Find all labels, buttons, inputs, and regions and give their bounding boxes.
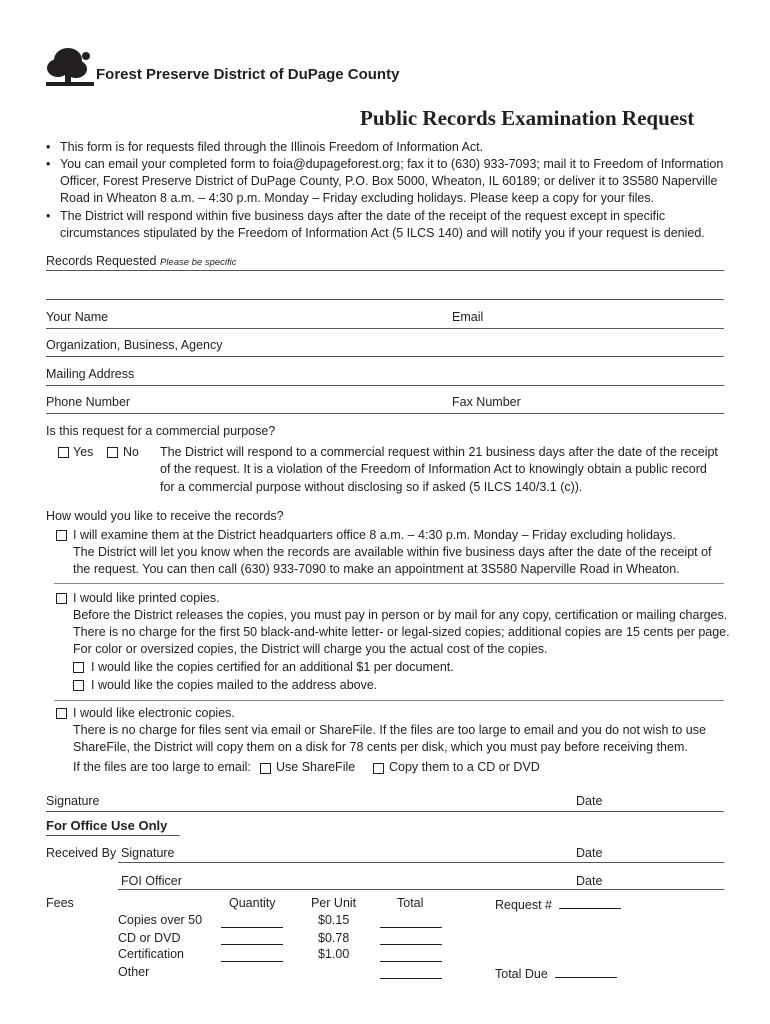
- commercial-note-line: of the request. It is a violation of the Freedom of Information Act to knowingly obtain a public record: [160, 462, 707, 476]
- mailing-address-label: Mailing Address: [46, 367, 135, 381]
- fax-field[interactable]: [446, 413, 724, 414]
- records-requested-field-line-2[interactable]: [46, 299, 724, 300]
- commercial-note-line: The District will respond to a commercial request within 21 business days after the date of the receipt: [160, 445, 718, 459]
- email-field[interactable]: [446, 328, 724, 329]
- certified-label: I would like the copies certified for an additional $1 per document.: [91, 660, 454, 674]
- foi-officer-label: FOI Officer: [121, 874, 182, 888]
- quantity-field[interactable]: [221, 932, 283, 945]
- email-label: Email: [452, 310, 484, 324]
- form-title: Public Records Examination Request: [360, 106, 695, 130]
- fee-row-label: Copies over 50: [118, 913, 203, 927]
- commercial-yes-checkbox[interactable]: [58, 447, 69, 458]
- mailed-label: I would like the copies mailed to the address above.: [91, 678, 378, 692]
- copy-cd-label: Copy them to a CD or DVD: [389, 760, 540, 774]
- signature-field[interactable]: [46, 811, 724, 812]
- certified-checkbox[interactable]: [73, 662, 84, 673]
- records-hint: Please be specific: [159, 257, 237, 268]
- office-use-heading: For Office Use Only: [46, 818, 168, 833]
- intro-line: You can email your completed form to foia@dupageforest.org; fax it to (630) 933-7093; mail it to Freedom of Information: [60, 157, 724, 171]
- fees-label: Fees: [46, 896, 74, 910]
- bullet-icon: •: [46, 157, 51, 171]
- use-sharefile-label: Use ShareFile: [276, 760, 356, 774]
- examine-line: the request. You can then call (630) 933-7090 to make an appointment at 3S580 Naperville Road in Wheaton.: [73, 562, 680, 576]
- fee-row-label: CD or DVD: [118, 931, 181, 945]
- your-name-label: Your Name: [46, 310, 109, 324]
- your-name-field[interactable]: [46, 328, 446, 329]
- electronic-line: I would like electronic copies.: [73, 706, 235, 720]
- examine-line: I will examine them at the District headquarters office 8 a.m. – 4:30 p.m. Monday – Friday excluding holidays.: [73, 528, 676, 542]
- phone-label: Phone Number: [46, 395, 131, 409]
- organization-field[interactable]: [46, 356, 724, 357]
- unit-price: $0.78: [318, 931, 350, 945]
- request-number-field[interactable]: [559, 896, 621, 909]
- tree-logo-icon: [44, 44, 96, 90]
- date-label: Date: [576, 794, 603, 808]
- section-divider: [54, 583, 724, 584]
- electronic-copies-checkbox[interactable]: [56, 708, 67, 719]
- intro-line: The District will respond within five business days after the date of the receipt of the request except in specific: [60, 209, 666, 223]
- intro-line: Road in Wheaton 8 a.m. – 4:30 p.m. Monday – Friday excluding holidays. Please keep a copy for your files.: [60, 191, 655, 205]
- office-date-label: Date: [576, 846, 603, 860]
- mailed-checkbox[interactable]: [73, 680, 84, 691]
- examine-checkbox[interactable]: [56, 530, 67, 541]
- printed-line: Before the District releases the copies, you must pay in person or by mail for any copy, certification or mailing charges.: [73, 608, 728, 622]
- commercial-question: Is this request for a commercial purpose?: [46, 424, 276, 438]
- unit-price: $0.15: [318, 913, 350, 927]
- intro-line: Officer, Forest Preserve District of DuPage County, P.O. Box 5000, Wheaton, IL 60189; or deliver it to 3S580 Naperville: [60, 174, 718, 188]
- intro-line: This form is for requests filed through the Illinois Freedom of Information Act.: [60, 140, 484, 154]
- quantity-header: Quantity: [229, 896, 276, 910]
- fee-row-label: Certification: [118, 947, 184, 961]
- commercial-note-line: for a commercial purpose without disclosing so if asked (5 ILCS 140/3.1 (c)).: [160, 480, 583, 494]
- foi-date-label: Date: [576, 874, 603, 888]
- fee-row-label: Other: [118, 965, 150, 979]
- total-field[interactable]: [380, 932, 442, 945]
- received-by-label: Received By: [46, 846, 117, 860]
- total-field[interactable]: [380, 915, 442, 928]
- receive-question: How would you like to receive the records?: [46, 509, 284, 523]
- fax-label: Fax Number: [452, 395, 521, 409]
- total-field[interactable]: [380, 966, 442, 979]
- office-heading-underline: [46, 835, 180, 836]
- request-number-label: Request #: [495, 896, 621, 912]
- phone-field[interactable]: [46, 413, 446, 414]
- commercial-yes-label: Yes: [73, 445, 94, 459]
- total-field[interactable]: [380, 949, 442, 962]
- commercial-no-label: No: [123, 445, 139, 459]
- mailing-address-field[interactable]: [46, 385, 724, 386]
- printed-copies-checkbox[interactable]: [56, 593, 67, 604]
- intro-line: circumstances stipulated by the Freedom of Information Act (5 ILCS 140) and will notify you if your request is denied.: [60, 226, 705, 240]
- printed-line: I would like printed copies.: [73, 591, 220, 605]
- total-due-field[interactable]: [555, 965, 617, 978]
- copy-cd-checkbox[interactable]: [373, 763, 384, 774]
- bullet-icon: •: [46, 140, 51, 154]
- too-large-label: If the files are too large to email:: [73, 760, 251, 774]
- quantity-field[interactable]: [221, 915, 283, 928]
- electronic-line: ShareFile, the District will copy them on a disk for 78 cents per disk, which you must pay before receiving them.: [73, 740, 688, 754]
- examine-line: The District will let you know when the records are available within five business days after the date of the receipt of: [73, 545, 712, 559]
- printed-line: There is no charge for the first 50 black-and-white letter- or legal-sized copies; additional copies are 15 cents per page.: [73, 625, 730, 639]
- received-by-field[interactable]: [118, 862, 724, 863]
- electronic-line: There is no charge for files sent via email or ShareFile. If the files are too large to email and you do not wish to use: [73, 723, 706, 737]
- total-due-label: Total Due: [495, 965, 617, 981]
- bullet-icon: •: [46, 209, 51, 223]
- quantity-field[interactable]: [221, 949, 283, 962]
- org-name: Forest Preserve District of DuPage County: [96, 66, 400, 83]
- printed-line: For color or oversized copies, the District will charge you the actual cost of the copies.: [73, 642, 548, 656]
- section-divider: [54, 700, 724, 701]
- commercial-no-checkbox[interactable]: [107, 447, 118, 458]
- foi-officer-field[interactable]: [118, 889, 724, 890]
- unit-price: $1.00: [318, 947, 350, 961]
- signature-label: Signature: [46, 794, 100, 808]
- records-requested-field[interactable]: [46, 270, 724, 271]
- total-header: Total: [397, 896, 424, 910]
- use-sharefile-checkbox[interactable]: [260, 763, 271, 774]
- office-signature-label: Signature: [121, 846, 175, 860]
- records-requested-label: Records Requested Please be specific: [46, 254, 237, 268]
- per-unit-header: Per Unit: [311, 896, 357, 910]
- organization-label: Organization, Business, Agency: [46, 338, 223, 352]
